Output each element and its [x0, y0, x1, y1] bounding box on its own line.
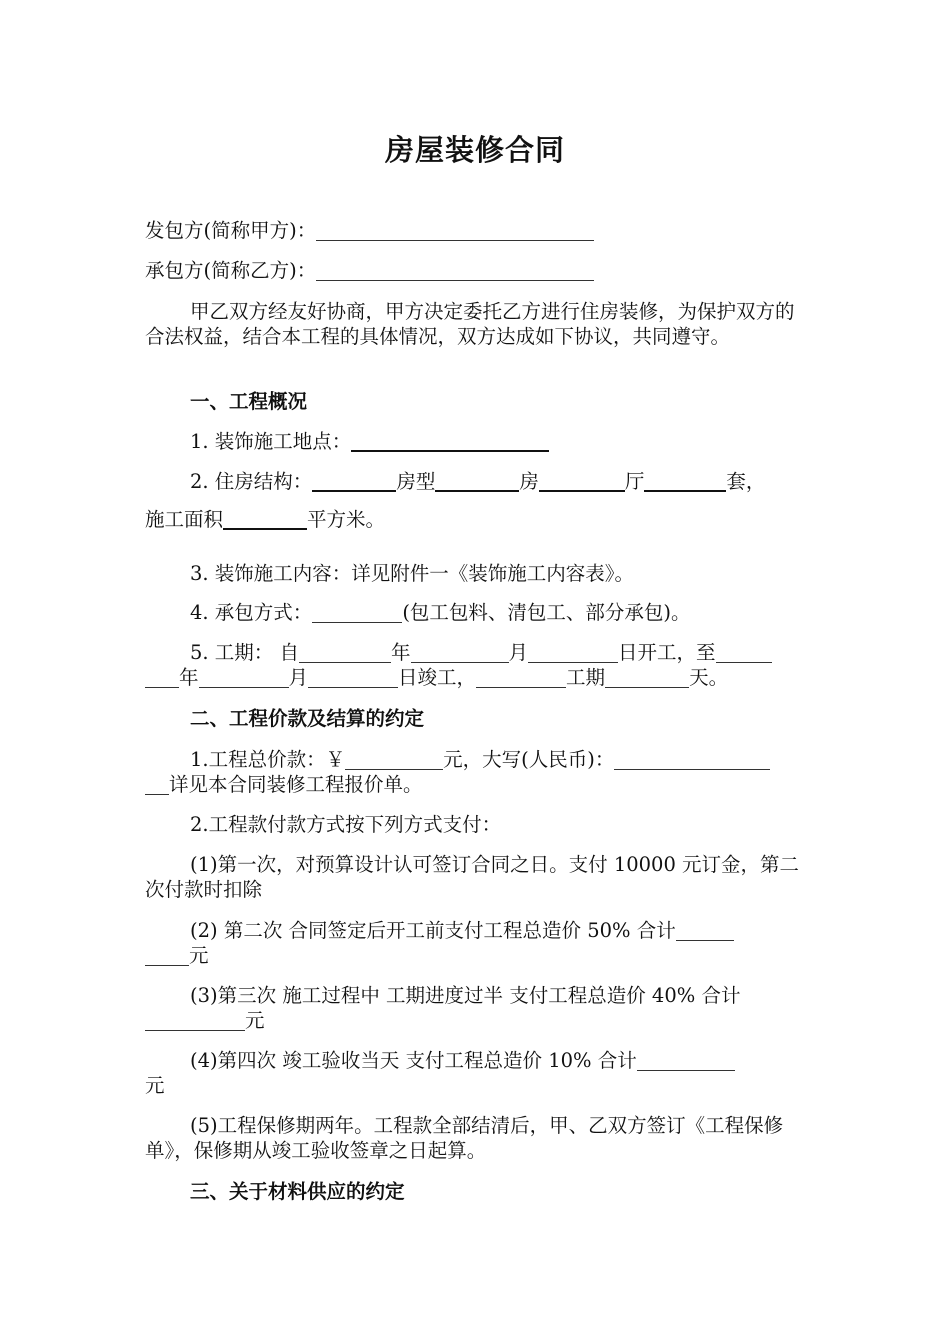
payment-4-blank[interactable] [637, 1050, 735, 1071]
payment-2-text: (2) 第二次 合同签定后开工前支付工程总造价 50% 合计 [190, 919, 676, 942]
start-year-blank[interactable] [299, 642, 391, 663]
section-3-heading: 三、关于材料供应的约定 [190, 1180, 405, 1203]
capital-amount-blank-b[interactable] [145, 774, 169, 795]
structure-blank[interactable] [312, 470, 396, 492]
payment-5: (5)工程保修期两年。工程款全部结清后，甲、乙双方签订《工程保修单》，保修期从竣工验收签章之日起算。 [145, 1114, 784, 1162]
end-year-label: 年 [179, 666, 199, 689]
fangxing-blank[interactable] [435, 470, 519, 492]
party-b-line [145, 258, 809, 283]
party-a-label: 发包方(简称甲方)： [145, 219, 317, 242]
s1-item4-line [145, 600, 809, 625]
payment-4-line [145, 1048, 809, 1073]
duration-label: 工期 [566, 666, 606, 689]
tao-label: 套， [726, 470, 766, 493]
s2-item2-line: 2.工程款付款方式按下列方式支付： [190, 813, 502, 836]
ting-label: 厅 [624, 470, 645, 493]
payment-3-line [145, 983, 809, 1008]
duration-prefix-blank[interactable] [476, 667, 566, 688]
start-month-label: 月 [508, 641, 529, 664]
s1-item5-line [145, 640, 809, 665]
fangxing-label: 房型 [396, 470, 436, 493]
duration-unit: 天。 [689, 666, 729, 689]
party-b-blank[interactable] [316, 260, 594, 281]
location-blank[interactable] [351, 430, 549, 452]
duration-blank[interactable] [605, 667, 689, 688]
s1-item2-line [145, 469, 809, 494]
total-price-capital-label: 元，大写(人民币)： [443, 748, 615, 771]
s1-item2-label: 2. 住房结构： [190, 470, 313, 493]
payment-2-unit: 元 [189, 944, 209, 967]
end-year-blank-a[interactable] [716, 642, 772, 663]
document-title: 房屋装修合同 [384, 133, 565, 167]
end-year-blank-b[interactable] [145, 667, 179, 688]
s1-item1-line [145, 429, 809, 454]
intro-paragraph: 甲乙双方经友好协商，甲方决定委托乙方进行住房装修，为保护双方的合法权益，结合本工程的具体情况，双方达成如下协议，共同遵守。 [145, 300, 795, 348]
party-b-label: 承包方(简称乙方)： [145, 259, 317, 282]
area-label: 施工面积 [145, 508, 224, 531]
payment-4-text: (4)第四次 竣工验收当天 支付工程总造价 10% 合计 [190, 1049, 637, 1072]
fang-label: 房 [519, 470, 539, 493]
s2-item1-line2 [145, 772, 809, 797]
area-blank[interactable] [223, 508, 307, 530]
s1-item5-line2 [145, 665, 809, 690]
start-year-label: 年 [391, 641, 411, 664]
fang-blank[interactable] [539, 470, 625, 492]
payment-4-unit: 元 [145, 1074, 165, 1097]
payment-2-blank-b[interactable] [145, 945, 189, 966]
payment-1: (1)第一次，对预算设计认可签订合同之日。支付 10000 元订金，第二次付款时扣除 [145, 853, 800, 901]
start-day-blank[interactable] [528, 642, 618, 663]
s2-item1-line [145, 747, 809, 772]
end-day-blank[interactable] [308, 667, 398, 688]
s1-item3-line: 3. 装饰施工内容：详见附件一《装饰施工内容表》。 [190, 562, 635, 585]
s1-item2-area-line [145, 507, 809, 532]
party-a-blank[interactable] [316, 220, 594, 241]
ting-blank[interactable] [644, 470, 726, 492]
area-unit: 平方米。 [307, 508, 386, 531]
total-price-label: 1.工程总价款：￥ [190, 748, 346, 771]
section-1-heading: 一、工程概况 [190, 390, 308, 413]
payment-3-line2 [145, 1008, 809, 1033]
capital-amount-blank-a[interactable] [614, 749, 770, 770]
payment-3-unit: 元 [245, 1009, 265, 1032]
section-2-heading: 二、工程价款及结算的约定 [190, 707, 425, 730]
s1-item1-label: 1. 装饰施工地点： [190, 430, 352, 453]
payment-4-line2 [145, 1073, 809, 1098]
s1-item4-suffix: (包工包料、清包工、部分承包)。 [402, 601, 691, 624]
price-sheet-note: 详见本合同装修工程报价单。 [169, 773, 423, 796]
party-a-line [145, 218, 809, 243]
contract-mode-blank[interactable] [312, 602, 402, 623]
end-month-label: 月 [288, 666, 309, 689]
start-month-blank[interactable] [411, 642, 509, 663]
start-day-label: 日开工，至 [618, 641, 716, 664]
end-month-blank[interactable] [199, 667, 289, 688]
payment-3-blank[interactable] [145, 1010, 245, 1031]
payment-2-blank-a[interactable] [676, 920, 734, 941]
payment-2-line2 [145, 943, 809, 968]
payment-2-line [145, 918, 809, 943]
total-price-blank[interactable] [345, 749, 443, 770]
s1-item4-label: 4. 承包方式： [190, 601, 313, 624]
end-day-label: 日竣工， [398, 666, 477, 689]
s1-item5-label: 5. 工期： 自 [190, 641, 300, 664]
payment-3-text: (3)第三次 施工过程中 工期进度过半 支付工程总造价 40% 合计 [190, 984, 741, 1007]
